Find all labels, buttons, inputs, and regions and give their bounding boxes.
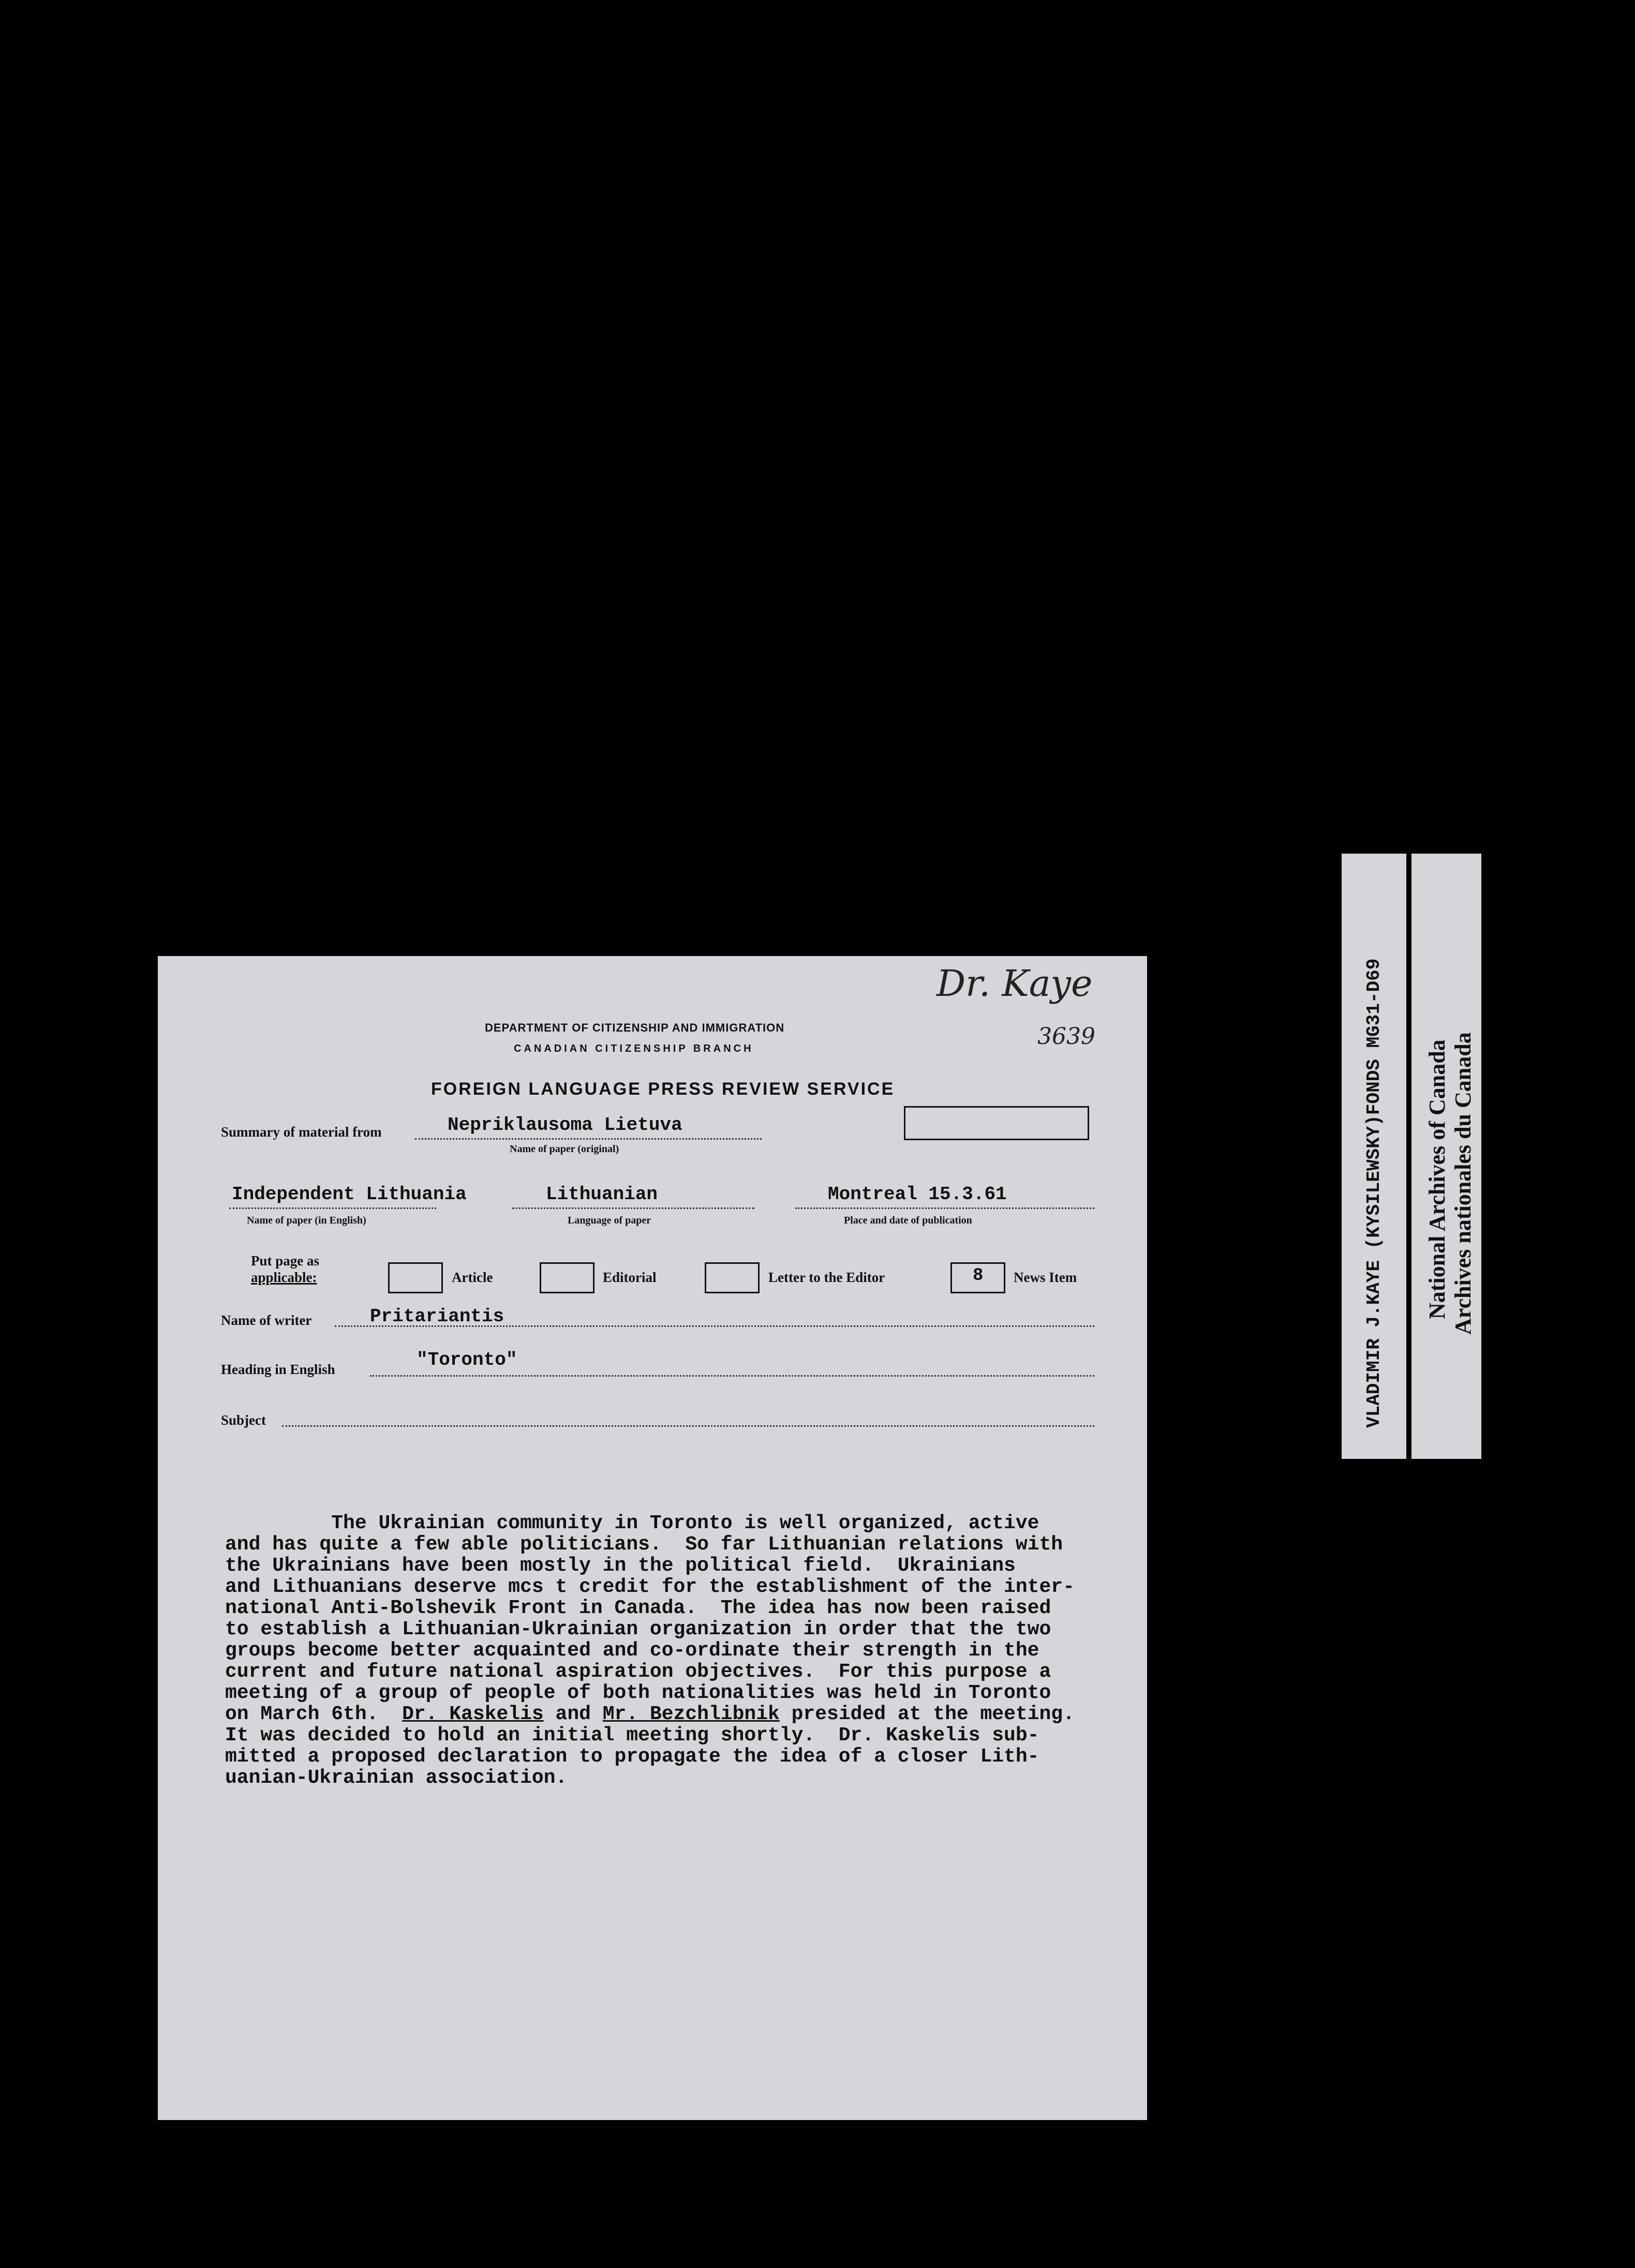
summary-body (225, 1513, 1136, 1788)
news-item-label: News Item (1014, 1270, 1077, 1285)
body-line: national Anti-Bolshevik Front in Canada. The idea has now been raised (225, 1597, 1051, 1619)
subject-line (282, 1425, 1094, 1427)
paper-english-value: Independent Lithuania (232, 1184, 467, 1205)
news-item-checkbox (950, 1262, 1005, 1293)
body-line (225, 1704, 1136, 1725)
letter-label: Letter to the Editor (768, 1270, 885, 1285)
place-date-value: Montreal 15.3.61 (828, 1184, 1007, 1205)
archives-en-label: National Archives of Canada (1424, 1039, 1450, 1319)
document-page (158, 956, 1147, 2120)
applicable-label: applicable: (251, 1270, 317, 1285)
body-line-mid: and (543, 1703, 603, 1725)
language-line (512, 1207, 754, 1209)
subject-label: Subject (221, 1412, 266, 1428)
fonds-label: VLADIMIR J.KAYE (KYSILEWSKY)FONDS MG31-D69 (1363, 958, 1385, 1428)
place-date-line (795, 1207, 1094, 1209)
archives-fr-label: Archives nationales du Canada (1450, 1032, 1476, 1335)
article-checkbox (388, 1262, 443, 1293)
body-line-start: on March 6th. (225, 1703, 403, 1725)
body-line: It was decided to hold an initial meeting shortly. Dr. Kaskelis sub- (225, 1724, 1039, 1747)
writer-label: Name of writer (221, 1312, 312, 1328)
paper-english-line (229, 1207, 436, 1209)
body-line: meeting of a group of people of both nationalities was held in Toronto (225, 1682, 1051, 1704)
place-date-caption: Place and date of publication (844, 1215, 972, 1226)
department-header: DEPARTMENT OF CITIZENSHIP AND IMMIGRATION (485, 1021, 785, 1034)
news-item-page-number: 8 (973, 1266, 984, 1286)
editorial-checkbox (540, 1262, 594, 1293)
writer-value: Pritariantis (370, 1306, 504, 1327)
archives-slip (1411, 854, 1481, 1459)
paper-original-value: Nepriklausoma Lietuva (448, 1114, 682, 1136)
reference-box (904, 1106, 1089, 1140)
fonds-slip (1342, 854, 1406, 1459)
branch-header: CANADIAN CITIZENSHIP BRANCH (514, 1043, 754, 1054)
letter-checkbox (705, 1262, 760, 1293)
handwritten-number: 3639 (1037, 1023, 1095, 1050)
article-label: Article (452, 1270, 493, 1285)
heading-line (370, 1375, 1094, 1377)
heading-label: Heading in English (221, 1362, 335, 1377)
paper-original-caption: Name of paper (original) (510, 1143, 619, 1155)
handwritten-name: Dr. Kaye (937, 962, 1093, 1005)
body-line-end: presided at the meeting. (779, 1703, 1075, 1725)
body-line: uanian-Ukrainian association. (225, 1767, 568, 1789)
put-page-label: Put page as (251, 1253, 320, 1269)
heading-value: "Toronto" (417, 1349, 517, 1370)
editorial-label: Editorial (603, 1270, 657, 1285)
language-caption: Language of paper (568, 1215, 651, 1226)
person-name: Mr. Bezchlibnik (602, 1703, 780, 1725)
body-line: current and future national aspiration objectives. For this purpose a (225, 1661, 1051, 1683)
body-line: mitted a proposed declaration to propagate the idea of a closer Lith- (225, 1745, 1039, 1768)
body-line: and has quite a few able politicians. So far Lithuanian relations with (225, 1533, 1063, 1556)
body-line: the Ukrainians have been mostly in the political field. Ukrainians (225, 1555, 1016, 1577)
body-line: to establish a Lithuanian-Ukrainian organization in order that the two (225, 1618, 1051, 1640)
body-line: groups become better acquainted and co-ordinate their strength in the (225, 1639, 1039, 1662)
paper-english-caption: Name of paper (in English) (247, 1215, 366, 1226)
summary-dotted-line (415, 1138, 762, 1140)
summary-label: Summary of material from (221, 1124, 382, 1140)
body-line: The Ukrainian community in Toronto is well organized, active (225, 1512, 1039, 1534)
service-title: FOREIGN LANGUAGE PRESS REVIEW SERVICE (431, 1079, 895, 1099)
language-value: Lithuanian (546, 1184, 658, 1205)
body-line: and Lithuanians deserve mcs t credit for the establishment of the inter- (225, 1576, 1075, 1598)
person-name: Dr. Kaskelis (402, 1703, 544, 1725)
